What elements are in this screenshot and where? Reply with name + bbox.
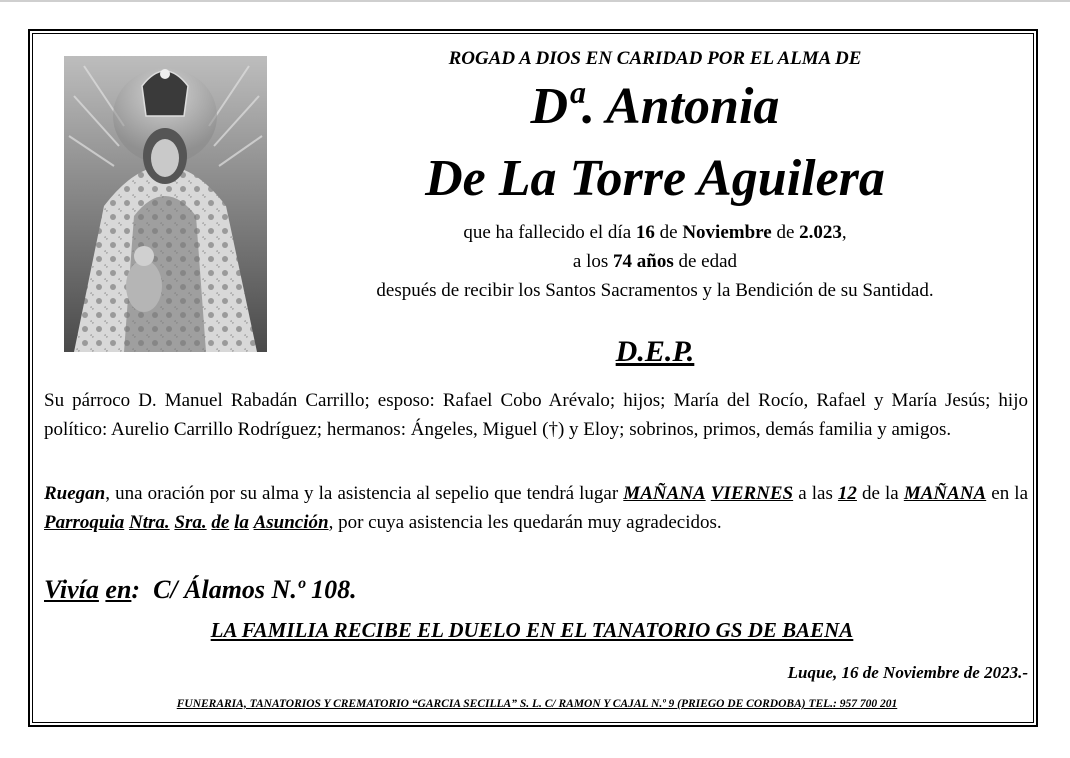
age-value: 74 años (613, 251, 674, 272)
ruegan-word: Ruegan (44, 483, 106, 504)
familia-recibe-line: LA FAMILIA RECIBE EL DUELO EN EL TANATORIO GS DE BAENA (210, 618, 854, 642)
funeral-home-footer: FUNERARIA, TANATORIOS Y CREMATORIO “GARCIA SECILLA” S. L. C/ RAMON Y CAJAL N.º 9 (PRIEGO DE CORDOBA) TEL.: 957 700 201 (176, 698, 898, 710)
place-word: la (234, 512, 249, 533)
place-word: Sra. (174, 512, 207, 533)
place-word: Asunción (253, 512, 329, 533)
family-paragraph: Su párroco D. Manuel Rabadán Carrillo; esposo: Rafael Cobo Arévalo; hijos; María del Rocío, Rafael y María Jesús; hijo político: Aurelio Carrillo Rodríguez; hermanos: Ángeles, Miguel (†) y Eloy; sobrinos, primos, demás familia y amigos. (44, 390, 1028, 440)
virgin-image (64, 56, 267, 352)
death-month: Noviembre (682, 222, 772, 243)
top-rule (0, 0, 1070, 2)
en-word: en (105, 575, 132, 604)
header-block (290, 46, 1020, 305)
sacraments-line: después de recibir los Santos Sacramentos y la Bendición de su Santidad. (376, 280, 934, 301)
vivia-word: Vivía (44, 575, 99, 604)
deceased-name-line1: Dª. Antonia (530, 78, 780, 135)
manana-word-1: MAÑANA (623, 483, 706, 504)
rogad-heading: ROGAD A DIOS EN CARIDAD POR EL ALMA DE (448, 48, 862, 69)
place-word: Ntra. (129, 512, 170, 533)
manana-word-2: MAÑANA (903, 483, 987, 504)
place-word: Parroquia (44, 512, 125, 533)
deceased-name-line2: De La Torre Aguilera (425, 150, 885, 207)
virgin-image-illustration (64, 56, 267, 352)
request-paragraph: Ruegan, una oración por su alma y la asistencia al sepelio que tendrá lugar MAÑANA VIERNES a las 12 de la MAÑANA en la Parroquia Ntra. Sra. de la Asunción, por cuya asistencia les quedarán muy agradecidos. (44, 483, 1029, 533)
address-street: C/ Álamos N.º 108. (153, 575, 357, 604)
hour-value: 12 (837, 483, 857, 504)
age-line: a los 74 años de edad (572, 251, 738, 272)
death-day: 16 (635, 222, 655, 243)
place-word: de (211, 512, 230, 533)
death-year: 2.023 (799, 222, 842, 243)
address-line: Vivía en: C/ Álamos N.º 108. (44, 575, 357, 604)
viernes-word: VIERNES (710, 483, 794, 504)
death-date-line: que ha fallecido el día 16 de Noviembre de 2.023, (463, 222, 847, 243)
date-place-line: Luque, 16 de Noviembre de 2023.- (787, 663, 1028, 682)
dep-heading: D.E.P. (615, 335, 695, 368)
